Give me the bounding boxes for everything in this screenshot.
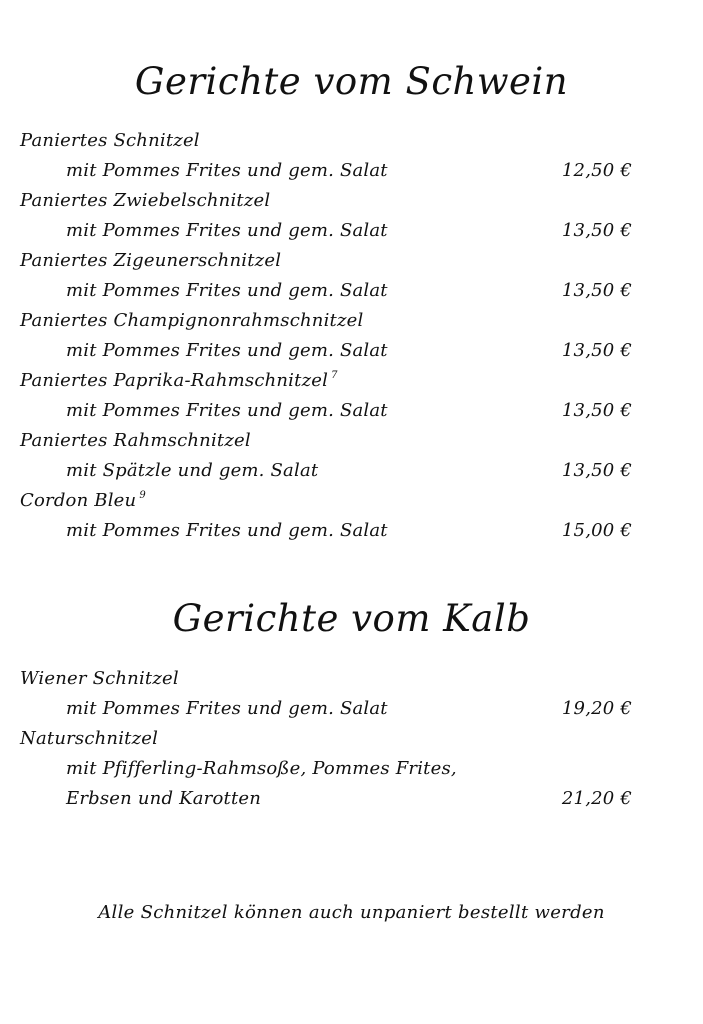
dish-name-text: Paniertes Zwiebelschnitzel xyxy=(20,190,271,211)
dish-price: 13,50 € xyxy=(561,340,632,361)
dish-name xyxy=(20,486,146,516)
dish-name xyxy=(20,426,251,456)
allergen-note: 9 xyxy=(139,490,146,501)
dish-description: Erbsen und Karotten xyxy=(66,788,262,809)
menu-item xyxy=(0,126,703,156)
dish-name-text: Paniertes Rahmschnitzel xyxy=(20,430,251,451)
allergen-note: 7 xyxy=(331,370,338,381)
dish-description-line xyxy=(0,396,703,426)
dish-name-text: Paniertes Champignonrahmschnitzel xyxy=(20,310,364,331)
section-title-kalb: Gerichte vom Kalb xyxy=(172,597,531,640)
dish-name-text: Paniertes Schnitzel xyxy=(20,130,200,151)
dish-description: mit Pommes Frites und gem. Salat xyxy=(66,520,388,541)
dish-description-line xyxy=(0,784,703,814)
dish-name-text: Wiener Schnitzel xyxy=(20,668,179,689)
dish-name-text: Naturschnitzel xyxy=(20,728,159,749)
dish-description-line xyxy=(0,336,703,366)
dish-name xyxy=(20,366,338,396)
dish-description: mit Pommes Frites und gem. Salat xyxy=(66,340,388,361)
dish-price: 15,00 € xyxy=(561,520,632,541)
menu-item xyxy=(0,664,703,694)
menu-item xyxy=(0,246,703,276)
menu-item xyxy=(0,306,703,336)
dish-description: mit Spätzle und gem. Salat xyxy=(66,460,319,481)
dish-description-line xyxy=(0,276,703,306)
dish-description-line xyxy=(0,216,703,246)
dish-price: 13,50 € xyxy=(561,280,632,301)
dish-price: 12,50 € xyxy=(561,160,632,181)
dish-description: mit Pommes Frites und gem. Salat xyxy=(66,698,388,719)
dish-description: mit Pommes Frites und gem. Salat xyxy=(66,220,388,241)
dish-description: mit Pommes Frites und gem. Salat xyxy=(66,160,388,181)
dish-price: 13,50 € xyxy=(561,400,632,421)
dish-description: mit Pommes Frites und gem. Salat xyxy=(66,400,388,421)
dish-name-text: Paniertes Paprika-Rahmschnitzel xyxy=(20,370,329,391)
menu-list-schwein xyxy=(0,126,703,546)
dish-name-text: Cordon Bleu xyxy=(20,490,137,511)
dish-name xyxy=(20,724,158,754)
dish-description: mit Pommes Frites und gem. Salat xyxy=(66,280,388,301)
dish-name-text: Paniertes Zigeunerschnitzel xyxy=(20,250,282,271)
section-title-schwein: Gerichte vom Schwein xyxy=(134,60,569,103)
dish-price: 21,20 € xyxy=(561,788,632,809)
dish-description-line xyxy=(0,516,703,546)
dish-description-line xyxy=(0,754,703,784)
dish-description: mit Pfifferling-Rahmsoße, Pommes Frites, xyxy=(66,758,457,779)
footer-note: Alle Schnitzel können auch unpaniert bestellt werden xyxy=(98,902,605,923)
menu-item xyxy=(0,366,703,396)
dish-name xyxy=(20,306,363,336)
dish-price: 13,50 € xyxy=(561,220,632,241)
menu-list-kalb xyxy=(0,664,703,814)
dish-description-line xyxy=(0,694,703,724)
menu-item xyxy=(0,486,703,516)
menu-item xyxy=(0,426,703,456)
dish-description-line xyxy=(0,456,703,486)
menu-item xyxy=(0,186,703,216)
dish-name xyxy=(20,246,281,276)
dish-price: 19,20 € xyxy=(561,698,632,719)
menu-item xyxy=(0,724,703,754)
dish-name xyxy=(20,126,200,156)
dish-price: 13,50 € xyxy=(561,460,632,481)
dish-description-line xyxy=(0,156,703,186)
dish-name xyxy=(20,186,270,216)
dish-name xyxy=(20,664,179,694)
